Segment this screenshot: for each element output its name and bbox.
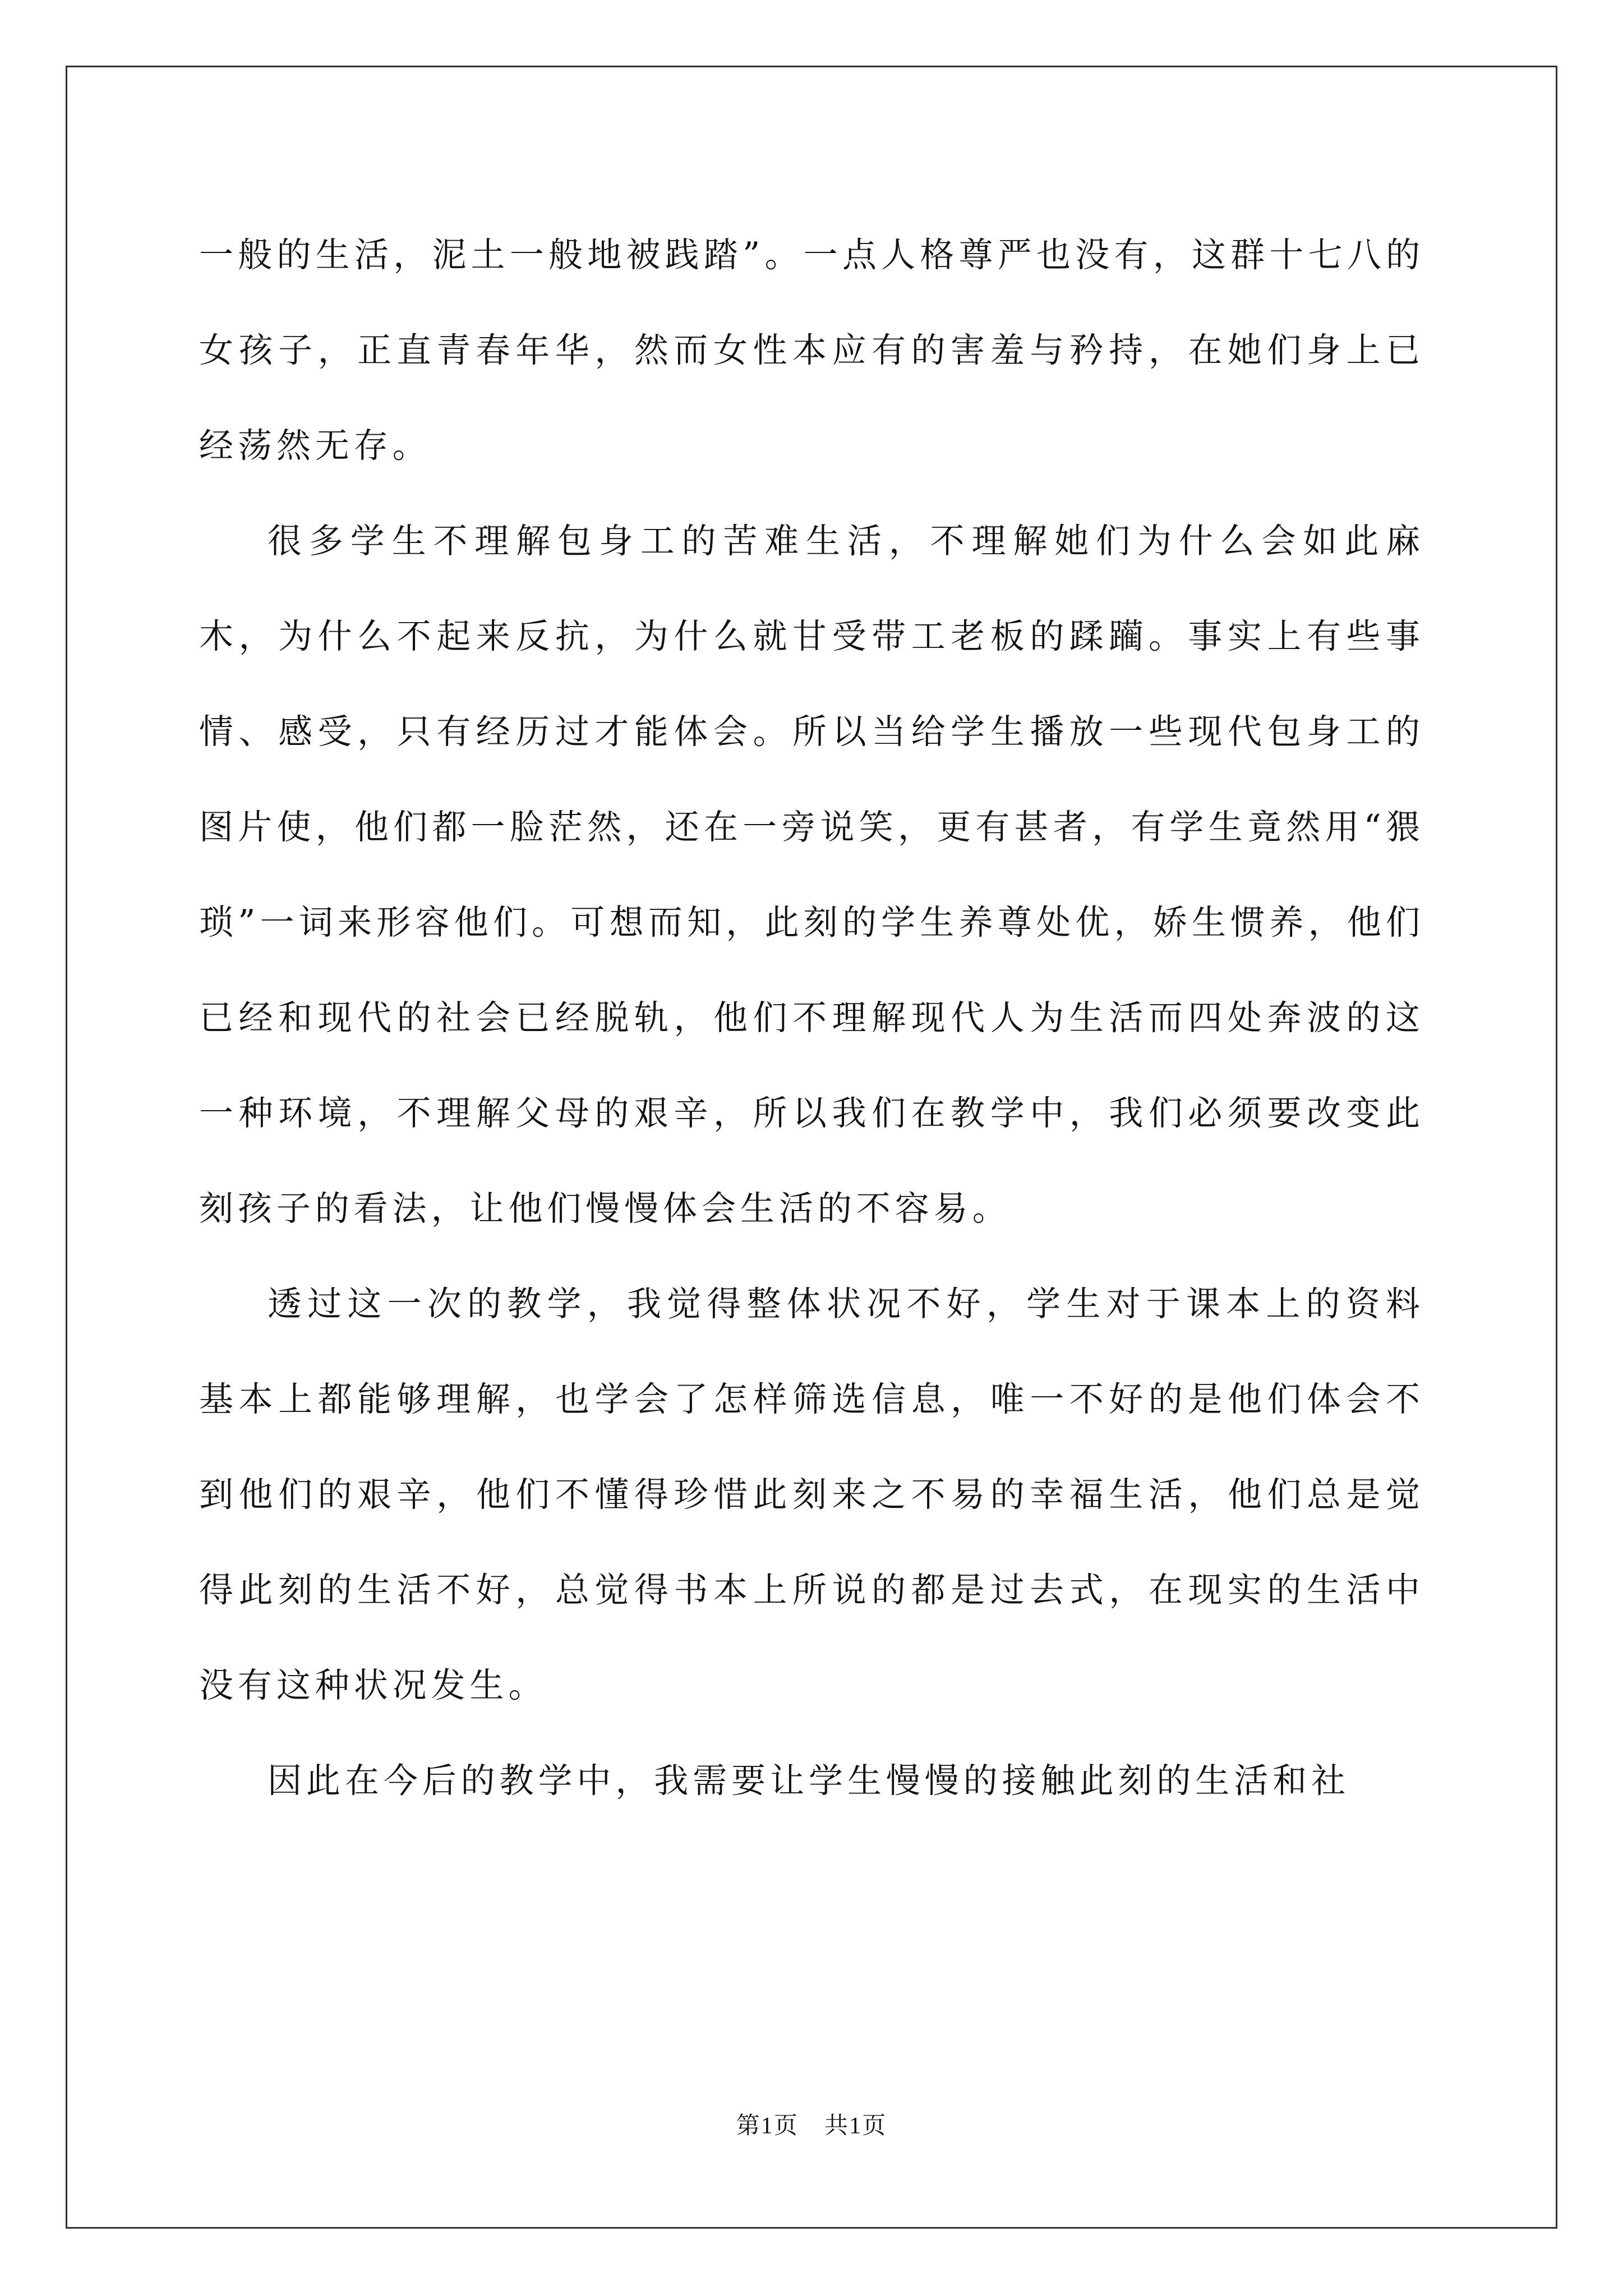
- page-number-total: 共1页: [824, 2113, 887, 2139]
- paragraph-continued: 一般的生活，泥土一般地被践踏”。一点人格尊严也没有，这群十七八的女孩子，正直青春年华，然而女性本应有的害羞与矜持，在她们身上已经荡然无存。: [199, 235, 1424, 466]
- page-footer: [0, 2107, 1623, 2141]
- paragraph: 因此在今后的教学中，我需要让学生慢慢的接触此刻的生活和社: [268, 1761, 1350, 1801]
- paragraph: 很多学生不理解包身工的苦难生活，不理解她们为什么会如此麻木，为什么不起来反抗，为什么就甘受带工老板的蹂躏。事实上有些事情、感受，只有经历过才能体会。所以当给学生播放一些现代包身工的图片使，他们都一脸茫然，还在一旁说笑，更有甚者，有学生竟然用“猥琐”一词来形容他们。可想而知，此刻的学生养尊处优，娇生惯养，他们已经和现代的社会已经脱轨，他们不理解现代人为生活而四处奔波的这一种环境，不理解父母的艰辛，所以我们在教学中，我们必须要改变此刻孩子的看法，让他们慢慢体会生活的不容易。: [199, 521, 1424, 1228]
- page-number-current: 第1页: [736, 2113, 799, 2139]
- document-body: [199, 208, 1424, 1829]
- paragraph: 透过这一次的教学，我觉得整体状况不好，学生对于课本上的资料基本上都能够理解，也学会了怎样筛选信息，唯一不好的是他们体会不到他们的艰辛，他们不懂得珍惜此刻来之不易的幸福生活，他们总是觉得此刻的生活不好，总觉得书本上所说的都是过去式，在现实的生活中没有这种状况发生。: [199, 1284, 1424, 1705]
